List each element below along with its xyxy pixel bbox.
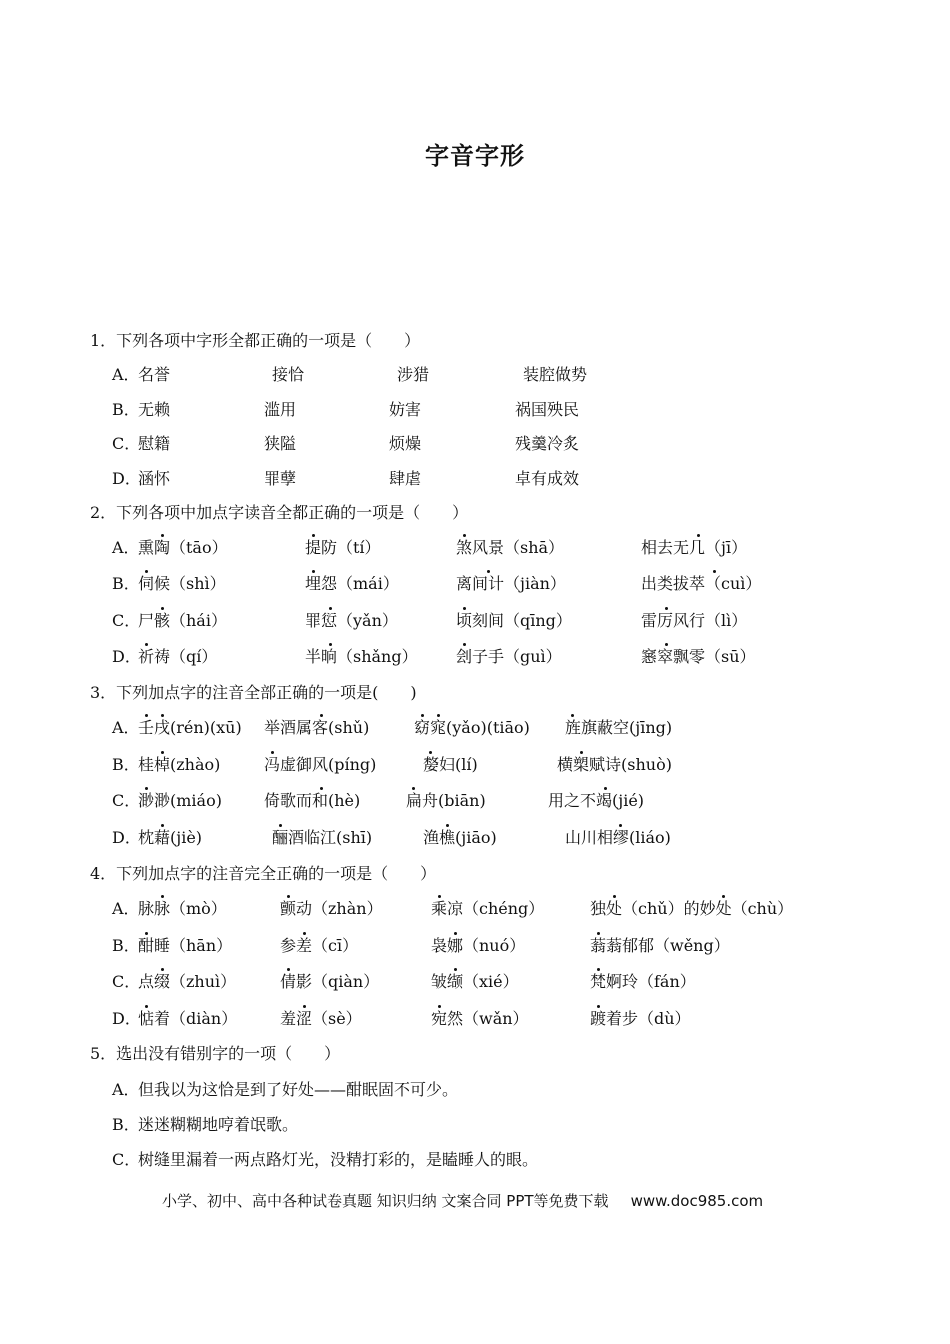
- emphasis-dot: [665, 607, 668, 610]
- emphasis-dot: [463, 643, 466, 646]
- option-item: 袅娜（nuó）: [431, 936, 526, 955]
- option-item: 但我以为这恰是到了好处——酣眠固不可少。: [138, 1080, 459, 1099]
- emphasis-dot: [713, 570, 716, 573]
- option-label: C．: [112, 611, 141, 630]
- option-item: 旌旗蔽空(jīng): [565, 718, 673, 737]
- option-item: 枕藉(jiè): [138, 828, 203, 847]
- option-item: 残羹冷炙: [515, 434, 580, 453]
- emphasis-dot: [438, 895, 441, 898]
- emphasis-dot: [287, 968, 290, 971]
- option-item: 窸窣飘零（sū）: [641, 647, 756, 666]
- option-item: 埋怨（mái）: [305, 574, 399, 593]
- emphasis-dot: [619, 824, 622, 827]
- emphasis-dot: [329, 607, 332, 610]
- option-item: 伺候（shì）: [138, 574, 226, 593]
- option-label: D．: [112, 647, 141, 666]
- option-item: 卓有成效: [515, 469, 580, 488]
- option-item: 乘凉（chéng）: [431, 899, 545, 918]
- emphasis-dot: [463, 534, 466, 537]
- option-item: 装腔做势: [523, 365, 588, 384]
- option-item: 脉脉（mò）: [138, 899, 227, 918]
- option-item: 嫠妇(lí): [423, 755, 478, 774]
- option-item: 用之不竭(jié): [548, 791, 645, 810]
- option-label: C．: [112, 791, 141, 810]
- emphasis-dot: [161, 714, 164, 717]
- option-item: 尸骸（hái）: [138, 611, 227, 630]
- option-item: 横槊赋诗(shuò): [557, 755, 672, 774]
- option-item: 宛然（wǎn）: [431, 1009, 529, 1028]
- emphasis-dot: [320, 787, 323, 790]
- emphasis-dot: [145, 643, 148, 646]
- question-1-stem: 1．下列各项中字形全都正确的一项是（ ）: [90, 331, 421, 350]
- option-item: 接恰: [272, 365, 305, 384]
- option-label: A．: [112, 718, 140, 737]
- option-item: 羞涩（sè）: [280, 1009, 362, 1028]
- option-item: 渔樵(jiāo): [423, 828, 497, 847]
- emphasis-dot: [303, 932, 306, 935]
- emphasis-dot: [161, 751, 164, 754]
- option-item: 提防（tí）: [305, 538, 381, 557]
- emphasis-dot: [161, 968, 164, 971]
- emphasis-dot: [437, 714, 440, 717]
- option-label: C．: [112, 1150, 141, 1169]
- option-label: D．: [112, 828, 141, 847]
- option-label: B．: [112, 755, 140, 774]
- option-label: A．: [112, 899, 140, 918]
- emphasis-dot: [697, 534, 700, 537]
- option-label: B．: [112, 1115, 140, 1134]
- emphasis-dot: [161, 607, 164, 610]
- emphasis-dot: [161, 895, 164, 898]
- option-item: 烦燥: [389, 434, 422, 453]
- question-3-stem: 3．下列加点字的注音全部正确的一项是( ): [90, 683, 417, 702]
- emphasis-dot: [571, 714, 574, 717]
- emphasis-dot: [454, 968, 457, 971]
- emphasis-dot: [438, 1005, 441, 1008]
- option-item: 倩影（qiàn）: [280, 972, 380, 991]
- option-item: 无赖: [138, 400, 171, 419]
- emphasis-dot: [421, 714, 424, 717]
- option-item: 倚歌而和(hè): [264, 791, 361, 810]
- option-item: 狭隘: [264, 434, 297, 453]
- option-item: 罪孽: [264, 469, 297, 488]
- option-item: 刽子手（guì）: [456, 647, 562, 666]
- option-item: 煞风景（shā）: [456, 538, 565, 557]
- option-label: B．: [112, 936, 140, 955]
- emphasis-dot: [303, 1005, 306, 1008]
- option-item: 涉猎: [397, 365, 430, 384]
- option-label: A．: [112, 538, 140, 557]
- option-item: 相去无几（jī）: [641, 538, 748, 557]
- option-label: A．: [112, 1080, 140, 1099]
- option-item: 惦着（diàn）: [138, 1009, 238, 1028]
- option-item: 颤动（zhàn）: [280, 899, 383, 918]
- emphasis-dot: [145, 714, 148, 717]
- emphasis-dot: [665, 643, 668, 646]
- question-2-stem: 2．下列各项中加点字读音全都正确的一项是（ ）: [90, 503, 469, 522]
- option-item: 窈窕(yǎo)(tiāo): [414, 718, 530, 737]
- emphasis-dot: [320, 714, 323, 717]
- emphasis-dot: [597, 932, 600, 935]
- emphasis-dot: [145, 932, 148, 935]
- option-label: D．: [112, 1009, 141, 1028]
- emphasis-dot: [722, 895, 725, 898]
- option-item: 熏陶（tāo）: [138, 538, 228, 557]
- emphasis-dot: [446, 824, 449, 827]
- option-item: 酣睡（hān）: [138, 936, 233, 955]
- emphasis-dot: [487, 570, 490, 573]
- option-label: C．: [112, 972, 141, 991]
- emphasis-dot: [580, 751, 583, 754]
- page-title: 字音字形: [425, 141, 525, 170]
- emphasis-dot: [463, 607, 466, 610]
- emphasis-dot: [329, 643, 332, 646]
- option-item: 离间计（jiàn）: [456, 574, 566, 593]
- option-item: 举酒属客(shǔ): [264, 718, 370, 737]
- option-item: 梵婀玲（fán）: [590, 972, 696, 991]
- emphasis-dot: [454, 932, 457, 935]
- option-item: 渺渺(miáo): [138, 791, 222, 810]
- option-label: B．: [112, 400, 140, 419]
- option-label: D．: [112, 469, 141, 488]
- option-item: 点缀（zhuì）: [138, 972, 237, 991]
- question-4-stem: 4．下列加点字的注音完全正确的一项是（ ）: [90, 864, 437, 883]
- emphasis-dot: [161, 824, 164, 827]
- option-item: 妨害: [389, 400, 422, 419]
- emphasis-dot: [613, 895, 616, 898]
- option-item: 酾酒临江(shī): [272, 828, 373, 847]
- page-footer: [162, 1190, 763, 1212]
- emphasis-dot: [597, 1005, 600, 1008]
- option-item: 皱缬（xié）: [431, 972, 519, 991]
- option-label: A．: [112, 365, 140, 384]
- option-item: 踱着步（dù）: [590, 1009, 691, 1028]
- option-item: 壬戌(rén)(xū): [138, 718, 242, 737]
- emphasis-dot: [287, 895, 290, 898]
- emphasis-dot: [312, 534, 315, 537]
- option-item: 祸国殃民: [515, 400, 580, 419]
- option-item: 参差（cī）: [280, 936, 359, 955]
- option-item: 罪愆（yǎn）: [305, 611, 398, 630]
- question-5-stem: 5．选出没有错别字的一项（ ）: [90, 1044, 341, 1063]
- emphasis-dot: [145, 570, 148, 573]
- option-item: 滥用: [264, 400, 297, 419]
- option-item: 山川相缪(liáo): [565, 828, 671, 847]
- option-item: 迷迷糊糊地哼着氓歌。: [138, 1115, 299, 1134]
- option-item: 慰籍: [138, 434, 171, 453]
- emphasis-dot: [412, 787, 415, 790]
- emphasis-dot: [271, 751, 274, 754]
- emphasis-dot: [597, 968, 600, 971]
- option-item: 扁舟(biān): [406, 791, 486, 810]
- option-item: 冯虚御风(píng): [264, 755, 377, 774]
- option-item: 出类拔萃（cuì）: [641, 574, 762, 593]
- emphasis-dot: [161, 534, 164, 537]
- option-item: 名誉: [138, 365, 171, 384]
- emphasis-dot: [312, 570, 315, 573]
- option-item: 雷厉风行（lì）: [641, 611, 748, 630]
- emphasis-dot: [604, 787, 607, 790]
- emphasis-dot: [429, 751, 432, 754]
- option-item: 顷刻间（qīng）: [456, 611, 572, 630]
- emphasis-dot: [145, 1005, 148, 1008]
- option-item: 树缝里漏着一两点路灯光，没精打彩的，是瞌睡人的眼。: [138, 1150, 539, 1169]
- option-item: 半晌（shǎng）: [305, 647, 418, 666]
- footer-link[interactable]: www.doc985.com: [630, 1192, 764, 1210]
- option-item: 祈祷（qí）: [138, 647, 218, 666]
- option-item: 肆虐: [389, 469, 422, 488]
- emphasis-dot: [279, 824, 282, 827]
- option-item: 涵怀: [138, 469, 171, 488]
- option-item: 独处（chǔ）的妙处（chù）: [590, 899, 794, 918]
- option-item: 桂棹(zhào): [138, 755, 221, 774]
- footer-text: 小学、初中、高中各种试卷真题 知识归纳 文案合同 PPT等免费下载: [162, 1192, 609, 1210]
- option-item: 蓊蓊郁郁（wěng）: [590, 936, 730, 955]
- emphasis-dot: [145, 787, 148, 790]
- option-label: C．: [112, 434, 141, 453]
- option-label: B．: [112, 574, 140, 593]
